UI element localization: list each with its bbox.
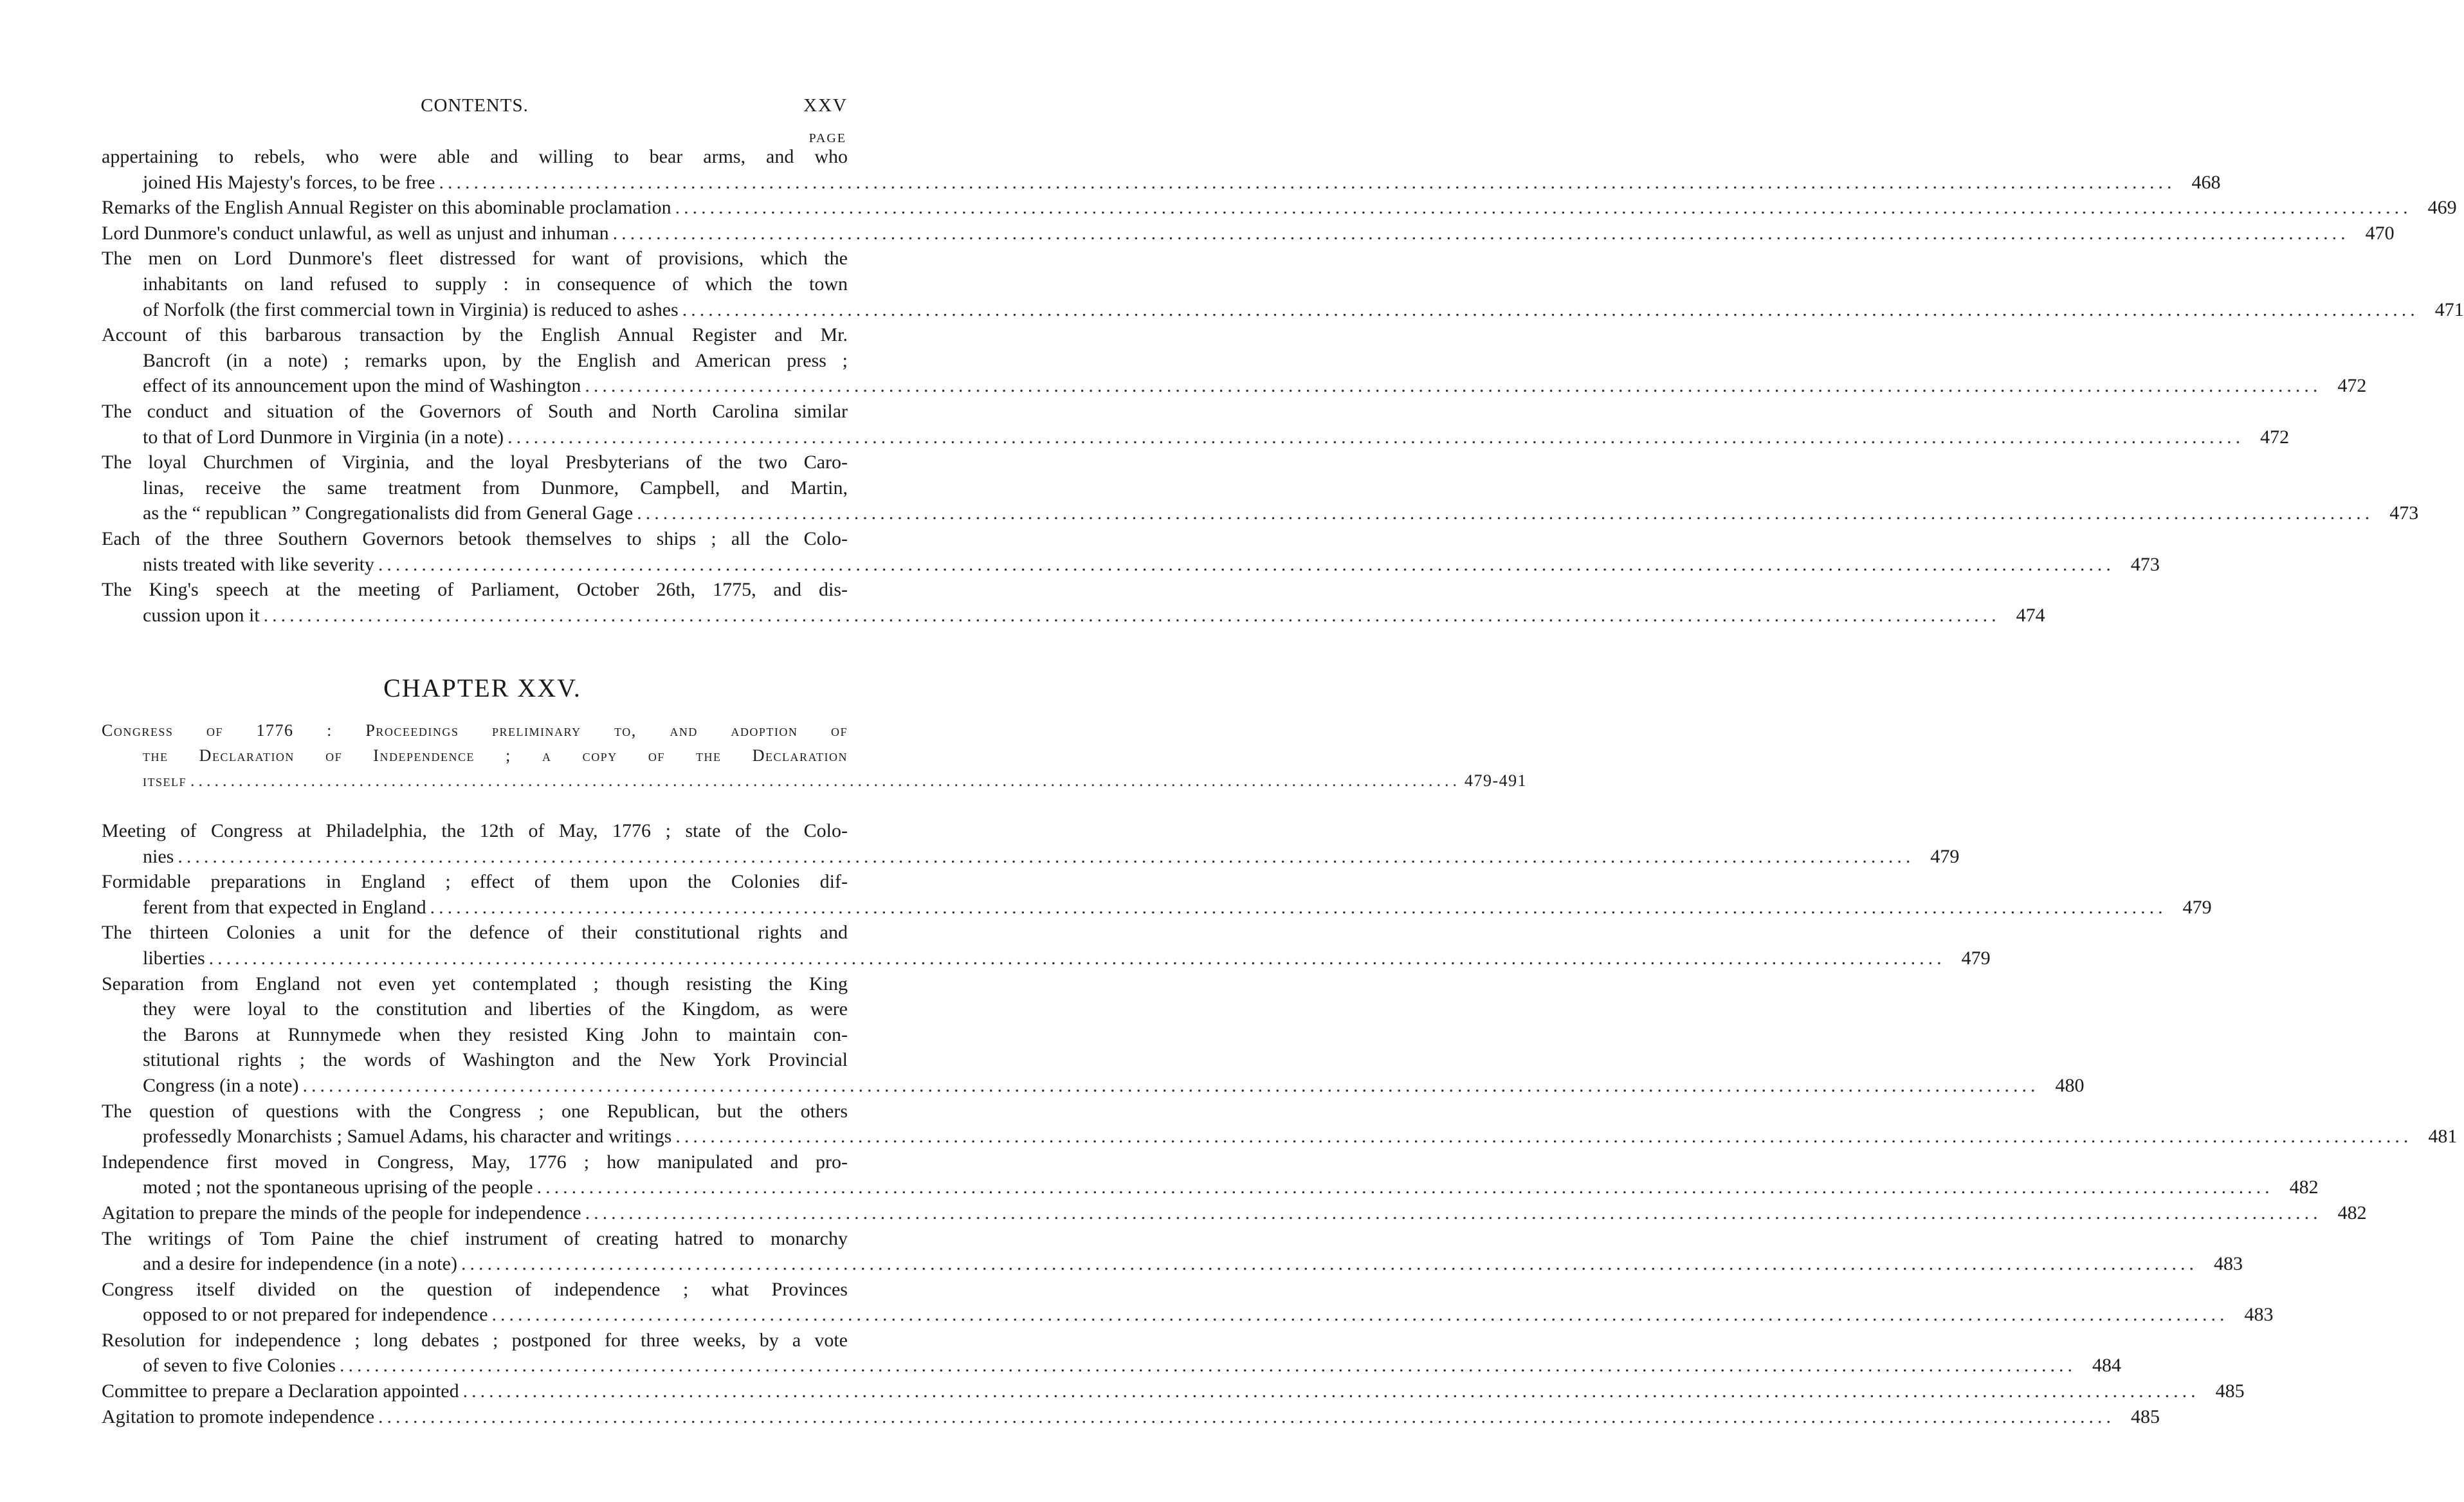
toc-entry-last-line	[102, 1251, 2243, 1277]
toc-entry-text: to that of Lord Dunmore in Virginia (in a note)	[143, 426, 504, 448]
dot-leader: ........................................................................................................................................................................................................	[675, 197, 2412, 219]
toc-entry-line: the Barons at Runnymede when they resisted King John to maintain con-	[143, 1023, 848, 1045]
toc-entry	[102, 1277, 2274, 1328]
toc-entry-line: they were loyal to the constitution and liberties of the Kingdom, as were	[143, 998, 848, 1020]
toc-entry-line: Formidable preparations in England ; effect of them upon the Colonies dif-	[102, 871, 848, 893]
toc-entry-text: nies	[143, 845, 174, 867]
toc-entry-page: 473	[2389, 502, 2419, 524]
toc-entry-page: 482	[2337, 1202, 2367, 1223]
toc-entry-line: Congress itself divided on the question of independence ; what Provinces	[102, 1278, 848, 1300]
toc-entry-page: 482	[2289, 1177, 2319, 1198]
toc-entry-last-line	[102, 425, 2290, 450]
toc-entry-line: The King's speech at the meeting of Parliament, October 26th, 1775, and dis-	[102, 579, 848, 601]
toc-entry-line: The conduct and situation of the Governors of South and North Carolina similar	[102, 400, 848, 422]
toc-entry-page: 470	[2365, 222, 2395, 244]
chapter-summary-line: the Declaration of Independence ; a copy of the Declaration	[143, 746, 848, 765]
toc-entry	[102, 577, 2045, 628]
toc-entry-text: as the “ republican ” Congregationalists did from General Gage	[143, 502, 634, 524]
page-column-label: PAGE	[808, 131, 846, 145]
toc-entry-page: 485	[2131, 1406, 2160, 1427]
dot-leader: ........................................................................................................................................................................................................	[536, 1177, 2274, 1198]
chapter-summary-last-line	[102, 768, 1528, 793]
dot-leader: ........................................................................................................................................................................................................	[462, 1380, 2200, 1402]
toc-entry-last-line	[102, 895, 2212, 920]
toc-entry-page: 485	[2215, 1380, 2245, 1402]
toc-entry-last-line	[102, 603, 2045, 628]
toc-entry-last-line	[102, 1175, 2319, 1200]
toc-entry-line: The writings of Tom Paine the chief instrument of creating hatred to monarchy	[102, 1227, 848, 1249]
toc-entry-last-line	[102, 1404, 2160, 1430]
dot-leader: ........................................................................................................................................................................................................	[378, 1406, 2115, 1427]
toc-entry	[102, 1099, 2458, 1149]
toc-entry-text: moted ; not the spontaneous uprising of the people	[143, 1177, 533, 1198]
toc-entry-page: 469	[2427, 197, 2457, 219]
toc-entry-last-line	[102, 373, 2367, 399]
toc-entry-page: 479	[2182, 896, 2212, 918]
toc-entry	[102, 1149, 2319, 1200]
dot-leader: ........................................................................................................................................................................................................	[208, 947, 1946, 969]
toc-entry-last-line	[102, 500, 2419, 526]
dot-leader: ........................................................................................................................................................................................................	[302, 1074, 2040, 1096]
toc-entry-text: of Norfolk (the first commercial town in Virginia) is reduced to ashes	[143, 298, 679, 320]
toc-entry-page: 474	[2016, 604, 2045, 626]
dot-leader: ........................................................................................................................................................................................................	[339, 1355, 2076, 1377]
dot-leader: ........................................................................................................................................................................................................	[439, 171, 2176, 193]
toc-entry-text: professedly Monarchists ; Samuel Adams, his character and writings	[143, 1126, 672, 1148]
toc-entry-text: ferent from that expected in England	[143, 896, 426, 918]
toc-entry	[102, 399, 2290, 450]
toc-entry-text: Agitation to promote independence	[102, 1406, 375, 1427]
toc-entry-line: Each of the three Southern Governors betook themselves to ships ; all the Colo-	[102, 527, 848, 549]
toc-entry-line: appertaining to rebels, who were able and willing to bear arms, and who	[102, 146, 848, 167]
toc-entry-last-line	[102, 844, 1960, 870]
toc-entry-last-line	[102, 170, 2221, 196]
toc-entry-page: 483	[2244, 1304, 2274, 1326]
running-head	[102, 95, 848, 118]
toc-entry-last-line	[102, 552, 2160, 578]
toc-entry-last-line	[102, 1073, 2085, 1099]
toc-entry-text: nists treated with like severity	[143, 553, 374, 575]
toc-entry	[102, 1404, 2160, 1430]
toc-entry-line: inhabitants on land refused to supply : in consequence of which the town	[143, 273, 848, 295]
toc-entry-line: The thirteen Colonies a unit for the defence of their constitutional rights and	[102, 922, 848, 944]
toc-entry-last-line	[102, 1353, 2121, 1378]
toc-entry-text: Congress (in a note)	[143, 1074, 299, 1096]
toc-entry-page: 472	[2337, 375, 2367, 397]
dot-leader: ........................................................................................................................................................................................................	[585, 375, 2322, 397]
toc-entry-text: and a desire for independence (in a note)	[143, 1253, 457, 1275]
dot-leader: ........................................................................................................................................................................................................	[430, 896, 2167, 918]
toc-entry	[102, 1226, 2243, 1277]
toc-entry	[102, 195, 2457, 221]
running-head-title: CONTENTS.	[421, 95, 529, 116]
dot-leader: ........................................................................................................................................................................................................	[612, 222, 2350, 244]
toc-entry-page: 472	[2260, 426, 2290, 448]
toc-entry-page: 479	[1930, 845, 1960, 867]
toc-entry-page: 481	[2428, 1126, 2458, 1148]
dot-leader: ........................................................................................................................................................................................................	[491, 1304, 2229, 1326]
toc-entry-line: Account of this barbarous transaction by the English Annual Register and Mr.	[102, 324, 848, 346]
toc-entry	[102, 1378, 2245, 1404]
toc-entry-last-line	[102, 195, 2457, 221]
toc-entry	[102, 818, 1960, 869]
dot-leader: ........................................................................................................................................................................................................	[507, 426, 2245, 448]
toc-entry-page: 484	[2092, 1355, 2121, 1377]
toc-entry-last-line	[102, 1378, 2245, 1404]
toc-entry-text: liberties	[143, 947, 205, 969]
toc-entry	[102, 322, 2367, 399]
toc-entry-line: The question of questions with the Congress ; one Republican, but the others	[102, 1100, 848, 1122]
toc-entry-last-line	[102, 221, 2395, 246]
toc-entry-page: 473	[2130, 553, 2160, 575]
toc-entry-text: effect of its announcement upon the mind of Washington	[143, 375, 581, 397]
toc-entry-line: The men on Lord Dunmore's fleet distressed for want of provisions, which the	[102, 248, 848, 270]
toc-entry-page: 479	[1961, 947, 1991, 969]
toc-entry-line: Resolution for independence ; long debates ; postponed for three weeks, by a vote	[102, 1329, 848, 1351]
toc-entry-text: Committee to prepare a Declaration appointed	[102, 1380, 459, 1402]
toc-entry-page: 468	[2191, 171, 2221, 193]
toc-entry-text: opposed to or not prepared for independence	[143, 1304, 488, 1326]
toc-entry-line: Separation from England not even yet contemplated ; though resisting the King	[102, 973, 848, 994]
dot-leader: ..............................................................................................................................................................	[190, 771, 1461, 790]
dot-leader: ........................................................................................................................................................................................................	[378, 553, 2115, 575]
toc-entry	[102, 869, 2212, 920]
toc-entry	[102, 1328, 2121, 1378]
toc-entry-line: stitutional rights ; the words of Washington and the New York Provincial	[143, 1049, 848, 1071]
toc-entry-text: Agitation to prepare the minds of the people for independence	[102, 1202, 581, 1223]
dot-leader: ........................................................................................................................................................................................................	[178, 845, 1915, 867]
toc-entry-line: The loyal Churchmen of Virginia, and the loyal Presbyterians of the two Caro-	[102, 452, 848, 473]
toc-entry-line: Meeting of Congress at Philadelphia, the 12th of May, 1776 ; state of the Colo-	[102, 820, 848, 841]
toc-entry	[102, 526, 2160, 577]
toc-list-continued	[102, 144, 2464, 628]
toc-entry	[102, 971, 2085, 1099]
running-head-page-number: XXV	[803, 95, 848, 116]
dot-leader: ........................................................................................................................................................................................................	[682, 298, 2419, 320]
toc-entry-line: linas, receive the same treatment from Dunmore, Campbell, and Martin,	[143, 477, 848, 499]
dot-leader: ........................................................................................................................................................................................................	[263, 604, 2000, 626]
toc-entry-last-line	[102, 297, 2464, 323]
chapter-page-range: 479-491	[1465, 771, 1528, 790]
toc-entry-last-line	[102, 1124, 2458, 1149]
toc-entry-text: Remarks of the English Annual Register on this abominable proclamation	[102, 197, 671, 219]
dot-leader: ........................................................................................................................................................................................................	[675, 1126, 2413, 1148]
toc-entry-text: joined His Majesty's forces, to be free	[143, 171, 435, 193]
chapter-heading: CHAPTER XXV.	[383, 673, 581, 702]
toc-entry-page: 471	[2434, 298, 2464, 320]
toc-entry-page: 483	[2213, 1253, 2243, 1275]
toc-entry	[102, 1200, 2367, 1226]
toc-entry-page: 480	[2055, 1074, 2085, 1096]
toc-entry	[102, 221, 2395, 246]
chapter-summary-line: itself	[143, 771, 187, 790]
toc-entry-last-line	[102, 1200, 2367, 1226]
toc-entry	[102, 450, 2419, 526]
toc-entry-line: Bancroft (in a note) ; remarks upon, by the English and American press ;	[143, 349, 848, 371]
toc-list-chapter	[102, 818, 2458, 1429]
toc-entry	[102, 920, 1991, 971]
toc-entry-text: Lord Dunmore's conduct unlawful, as well as unjust and inhuman	[102, 222, 609, 244]
chapter-summary	[102, 718, 1528, 793]
dot-leader: ........................................................................................................................................................................................................	[637, 502, 2374, 524]
dot-leader: ........................................................................................................................................................................................................	[461, 1253, 2198, 1275]
toc-entry-line: Independence first moved in Congress, May, 1776 ; how manipulated and pro-	[102, 1151, 848, 1173]
toc-entry	[102, 144, 2221, 195]
chapter-summary-line: Congress of 1776 : Proceedings preliminary to, and adoption of	[102, 721, 848, 740]
toc-entry-text: cussion upon it	[143, 604, 260, 626]
toc-entry-last-line	[102, 946, 1991, 971]
toc-entry	[102, 246, 2464, 322]
toc-entry-text: of seven to five Colonies	[143, 1355, 336, 1377]
dot-leader: ........................................................................................................................................................................................................	[585, 1202, 2322, 1223]
toc-entry-last-line	[102, 1302, 2274, 1328]
